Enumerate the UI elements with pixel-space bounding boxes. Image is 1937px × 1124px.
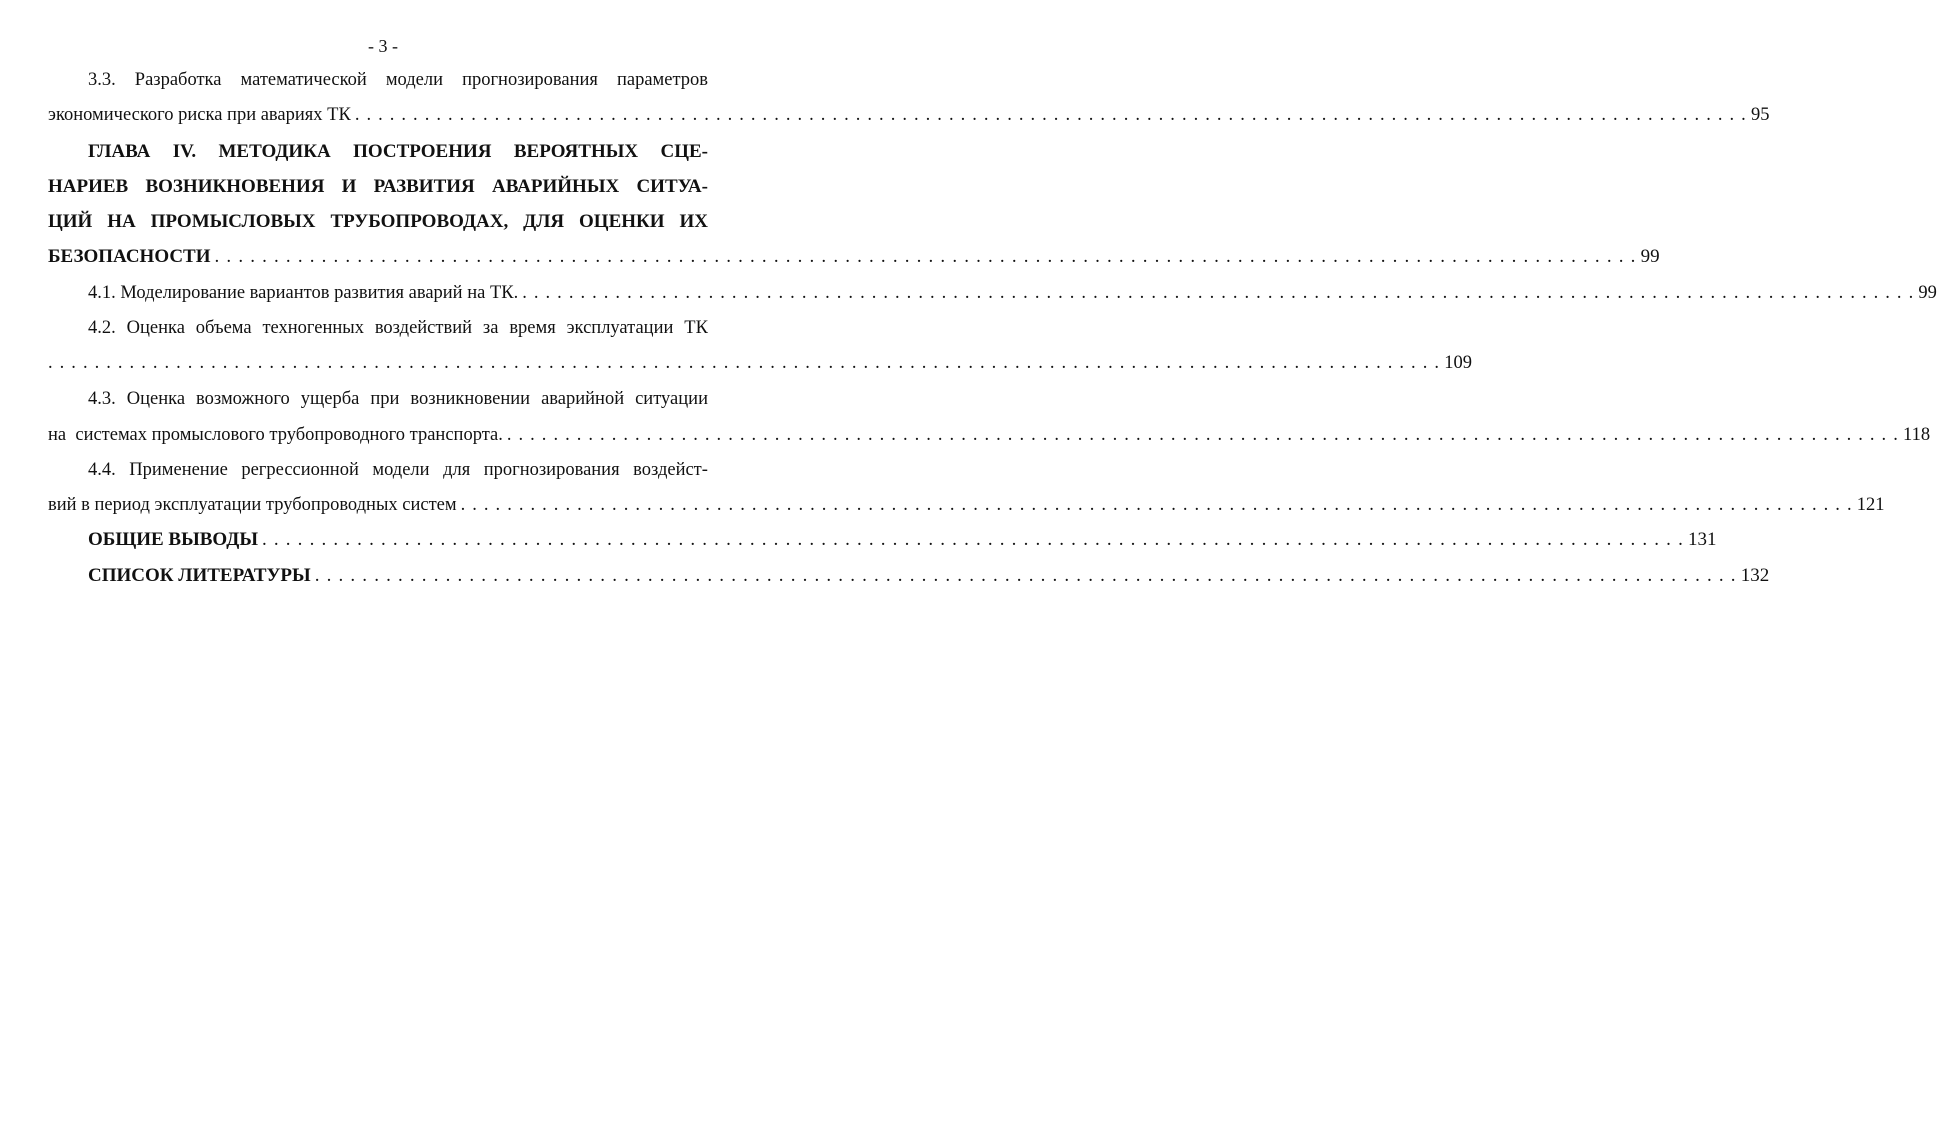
- toc-page-number: 99: [1640, 246, 1660, 267]
- toc-page-number: 132: [1740, 565, 1770, 586]
- toc-word: модели: [372, 460, 430, 480]
- toc-entry-text: ОБЩИЕ ВЫВОДЫ: [88, 529, 258, 550]
- toc-word: эксплуатации: [566, 318, 674, 338]
- toc-word: прогнозирования: [462, 70, 598, 90]
- toc-word: Оценка: [126, 389, 186, 409]
- toc-word: И: [341, 176, 357, 197]
- toc-word: аварийной: [541, 389, 625, 409]
- toc-leader-dots: . . . . . . . . . . . . . . . . . . . . . . . . . . . . . . . . . . . . . . . . . . . . . . . . . . . . . . . . . . . . . . . . . . . . . . . . . . . . . . . . . . . . . . . . . . . . . . . . . . . . . . . . . . . . . . . . . . . . . . . .: [522, 283, 1915, 303]
- toc-word: ТК: [684, 318, 708, 338]
- toc-entry-4-2-line2: [48, 349, 1472, 377]
- toc-leader-dots: . . . . . . . . . . . . . . . . . . . . . . . . . . . . . . . . . . . . . . . . . . . . . . . . . . . . . . . . . . . . . . . . . . . . . . . . . . . . . . . . . . . . . . . . . . . . . . . . . . . . . . . . . . . . . . . . . . . . . . . .: [460, 495, 1853, 515]
- toc-word: НАРИЕВ: [48, 176, 129, 197]
- toc-word: ИХ: [679, 211, 708, 232]
- toc-word: СЦЕ-: [660, 141, 708, 162]
- toc-word: 4.2.: [88, 318, 116, 338]
- toc-word: ВОЗНИКНОВЕНИЯ: [145, 176, 325, 197]
- toc-entry-4-2-line1: [88, 314, 708, 342]
- toc-word: техногенных: [262, 318, 364, 338]
- toc-word: Разработка: [134, 70, 222, 90]
- toc-entry-text: 4.1. Моделирование вариантов развития аварий на ТК.: [88, 283, 519, 303]
- toc-word: воздействий: [374, 318, 473, 338]
- toc-word: НА: [107, 211, 136, 232]
- toc-leader-dots: . . . . . . . . . . . . . . . . . . . . . . . . . . . . . . . . . . . . . . . . . . . . . . . . . . . . . . . . . . . . . . . . . . . . . . . . . . . . . . . . . . . . . . . . . . . . . . . . . . . . . . . . . . . . . . . . . . . . . . . .: [314, 565, 1737, 586]
- toc-word: для: [443, 460, 471, 480]
- toc-leader-dots: . . . . . . . . . . . . . . . . . . . . . . . . . . . . . . . . . . . . . . . . . . . . . . . . . . . . . . . . . . . . . . . . . . . . . . . . . . . . . . . . . . . . . . . . . . . . . . . . . . . . . . . . . . . . . . . . . . . . . . . .: [261, 529, 1685, 550]
- toc-entry-text: экономического риска при авариях ТК: [48, 105, 351, 125]
- toc-word: возникновении: [410, 389, 531, 409]
- toc-leader-dots: . . . . . . . . . . . . . . . . . . . . . . . . . . . . . . . . . . . . . . . . . . . . . . . . . . . . . . . . . . . . . . . . . . . . . . . . . . . . . . . . . . . . . . . . . . . . . . . . . . . . . . . . . . . . . . . . . . . . . . . .: [506, 425, 1900, 445]
- toc-word: IV.: [172, 141, 197, 162]
- page-number: - 3 -: [368, 36, 398, 56]
- toc-word: при: [370, 389, 400, 409]
- toc-word: прогнозирования: [483, 460, 620, 480]
- toc-leader-dots: . . . . . . . . . . . . . . . . . . . . . . . . . . . . . . . . . . . . . . . . . . . . . . . . . . . . . . . . . . . . . . . . . . . . . . . . . . . . . . . . . . . . . . . . . . . . . . . . . . . . . . . . . . . . . . . . . . . . . . . .: [214, 246, 1637, 267]
- toc-page-number: 118: [1903, 425, 1931, 445]
- toc-word: ПРОМЫСЛОВЫХ: [150, 211, 316, 232]
- toc-word: ВЕРОЯТНЫХ: [513, 141, 639, 162]
- toc-word: МЕТОДИКА: [218, 141, 331, 162]
- toc-word: 4.4.: [88, 460, 116, 480]
- toc-word: ГЛАВА: [88, 141, 151, 162]
- toc-word: ДЛЯ: [523, 211, 565, 232]
- toc-word: модели: [385, 70, 444, 90]
- toc-page-number: 95: [1751, 105, 1770, 125]
- toc-entry-text: вий в период эксплуатации трубопроводных систем: [48, 495, 457, 515]
- toc-entry-4-1: [88, 279, 1937, 307]
- toc-word: РАЗВИТИЯ: [373, 176, 475, 197]
- toc-page-number: 121: [1856, 495, 1885, 515]
- toc-word: 3.3.: [88, 70, 116, 90]
- toc-word: объема: [195, 318, 252, 338]
- toc-word: ТРУБОПРОВОДАХ,: [330, 211, 509, 232]
- toc-word: возможного: [196, 389, 290, 409]
- toc-entry-4-4-line1: [88, 456, 708, 484]
- toc-word: воздейст-: [633, 460, 708, 480]
- toc-word: ОЦЕНКИ: [579, 211, 665, 232]
- toc-entry-text: на системах промыслового трубопроводного транспорта.: [48, 425, 503, 445]
- toc-word: параметров: [616, 70, 708, 90]
- toc-entry-4-3-line1: [88, 385, 708, 413]
- toc-word: СИТУА-: [636, 176, 708, 197]
- toc-word: Оценка: [126, 318, 185, 338]
- toc-word: время: [509, 318, 556, 338]
- toc-entry-text: БЕЗОПАСНОСТИ: [48, 246, 211, 267]
- toc-page-number: 131: [1688, 529, 1717, 550]
- toc-word: АВАРИЙНЫХ: [491, 176, 620, 197]
- toc-chapter-4-line4: [48, 243, 1660, 271]
- toc-leader-dots: . . . . . . . . . . . . . . . . . . . . . . . . . . . . . . . . . . . . . . . . . . . . . . . . . . . . . . . . . . . . . . . . . . . . . . . . . . . . . . . . . . . . . . . . . . . . . . . . . . . . . . . . . . . . . . . . . . . . . . . .: [48, 353, 1441, 373]
- toc-word: 4.3.: [88, 389, 116, 409]
- toc-leader-dots: . . . . . . . . . . . . . . . . . . . . . . . . . . . . . . . . . . . . . . . . . . . . . . . . . . . . . . . . . . . . . . . . . . . . . . . . . . . . . . . . . . . . . . . . . . . . . . . . . . . . . . . . . . . . . . . . . . . . . . . .: [354, 105, 1747, 125]
- toc-word: ЦИЙ: [48, 211, 93, 232]
- toc-entry-references: [88, 562, 1770, 590]
- toc-entry-text: СПИСОК ЛИТЕРАТУРЫ: [88, 565, 311, 586]
- toc-page-number: 109: [1444, 353, 1472, 373]
- toc-entry-3-3-line1: [88, 66, 708, 94]
- toc-chapter-4-line1: [88, 138, 708, 166]
- toc-word: ПОСТРОЕНИЯ: [353, 141, 492, 162]
- toc-word: Применение: [129, 460, 228, 480]
- toc-entry-3-3-line2: [48, 101, 1770, 129]
- toc-page-number: 99: [1918, 283, 1937, 303]
- toc-word: за: [482, 318, 499, 338]
- toc-word: ситуации: [635, 389, 708, 409]
- toc-word: математической: [240, 70, 367, 90]
- toc-word: ущерба: [300, 389, 360, 409]
- toc-entry-4-4-line2: [48, 491, 1885, 519]
- toc-chapter-4-line3: [48, 208, 708, 236]
- toc-entry-4-3-line2: [48, 421, 1931, 449]
- toc-word: регрессионной: [241, 460, 359, 480]
- toc-chapter-4-line2: [48, 173, 708, 201]
- toc-entry-conclusions: [88, 526, 1717, 554]
